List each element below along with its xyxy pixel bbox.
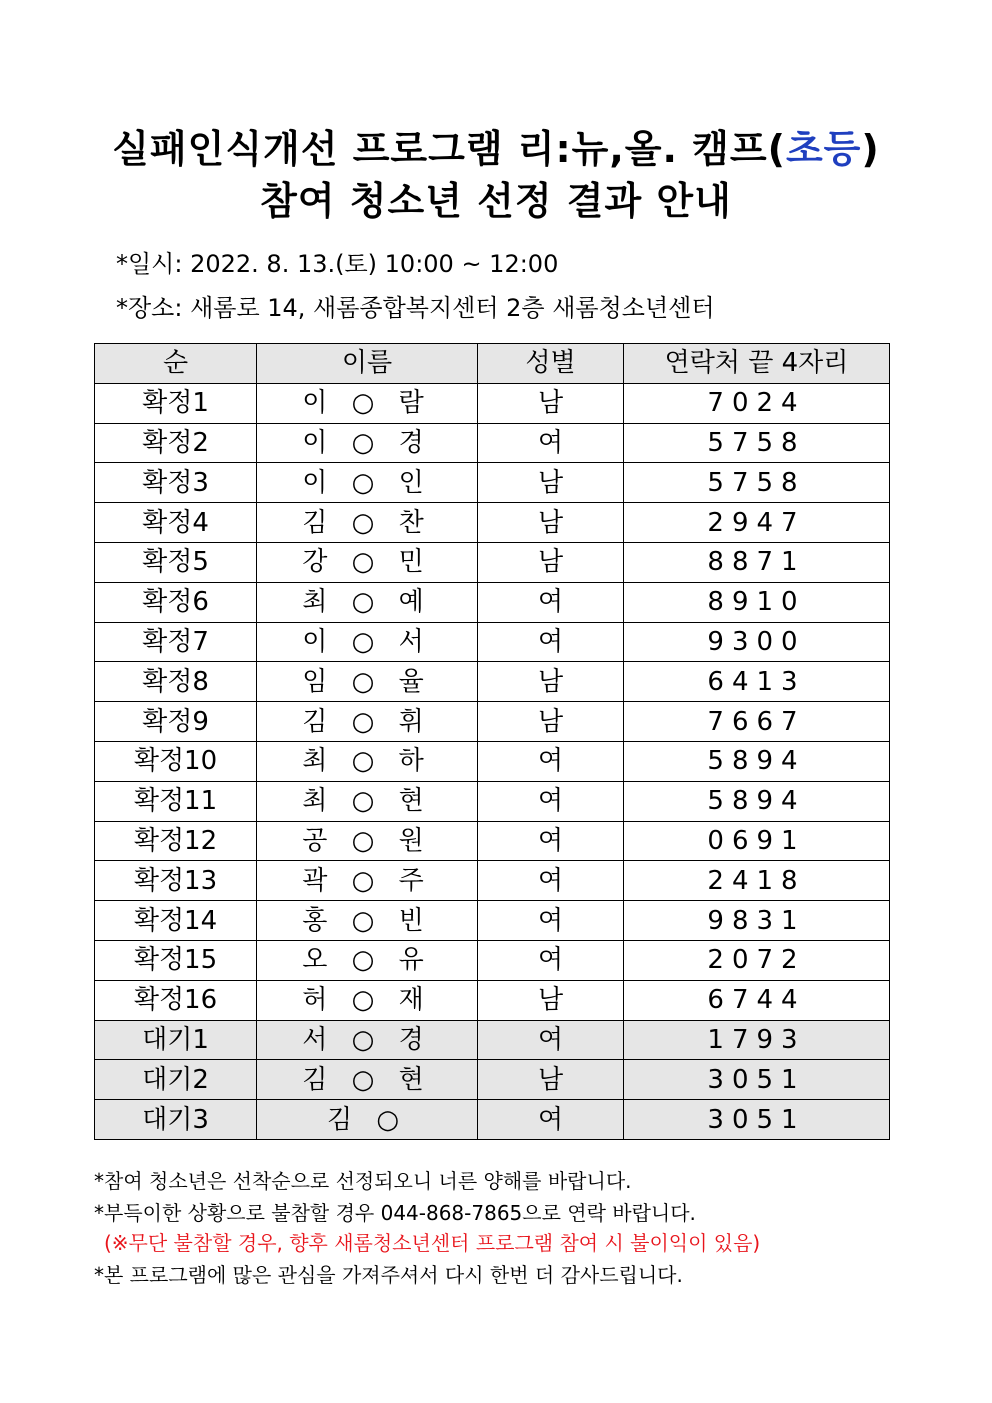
table-row-waiting [95,1100,890,1140]
gender-cell: 여 [478,1100,624,1140]
event-location: *장소: 새롬로 14, 새롬종합복지센터 2층 새롬청소년센터 [116,294,715,322]
table-row [95,901,890,941]
phone-cell: 2072 [624,940,890,980]
name-cell: 곽 ○ 주 [257,861,478,901]
name-cell: 최 ○ 현 [257,781,478,821]
name-cell: 임 ○ 율 [257,662,478,702]
phone-cell: 5758 [624,423,890,463]
phone-cell: 3051 [624,1100,890,1140]
table-row [95,940,890,980]
name-cell: 이 ○ 경 [257,423,478,463]
name-cell: 강 ○ 민 [257,542,478,582]
name-cell: 김 ○ 휘 [257,702,478,742]
name-cell: 이 ○ 람 [257,383,478,423]
name-cell: 최 ○ 하 [257,741,478,781]
order-cell: 확정9 [95,702,257,742]
note-warning: (※무단 불참할 경우, 향후 새롬청소년센터 프로그램 참여 시 불이익이 있음) [104,1231,761,1255]
table-row [95,383,890,423]
note-contact: *부득이한 상황으로 불참할 경우 044-868-7865으로 연락 바랍니다. [94,1201,696,1225]
order-cell: 확정4 [95,503,257,543]
table-row [95,662,890,702]
page-title-line2: 참여 청소년 선정 결과 안내 [260,179,732,223]
order-cell: 확정11 [95,781,257,821]
header-name: 이름 [257,344,478,384]
name-cell: 이 ○ 인 [257,463,478,503]
order-cell: 확정2 [95,423,257,463]
order-cell: 확정1 [95,383,257,423]
phone-cell: 8871 [624,542,890,582]
table-row [95,542,890,582]
gender-cell: 남 [478,542,624,582]
phone-cell: 3051 [624,1060,890,1100]
gender-cell: 남 [478,1060,624,1100]
name-cell: 오 ○ 유 [257,940,478,980]
page-title-line1 [0,118,992,173]
phone-cell: 6413 [624,662,890,702]
table-row [95,781,890,821]
name-cell: 허 ○ 재 [257,980,478,1020]
order-cell: 대기2 [95,1060,257,1100]
name-cell: 김 ○ 현 [257,1060,478,1100]
gender-cell: 여 [478,1020,624,1060]
note-first-come: *참여 청소년은 선착순으로 선정되오니 너른 양해를 바랍니다. [94,1169,632,1193]
name-cell: 홍 ○ 빈 [257,901,478,941]
gender-cell: 남 [478,503,624,543]
gender-cell: 여 [478,821,624,861]
gender-cell: 여 [478,741,624,781]
phone-cell: 7024 [624,383,890,423]
header-gender: 성별 [478,344,624,384]
order-cell: 확정8 [95,662,257,702]
table-row [95,463,890,503]
gender-cell: 여 [478,861,624,901]
gender-cell: 여 [478,622,624,662]
order-cell: 확정16 [95,980,257,1020]
phone-cell: 5894 [624,781,890,821]
gender-cell: 남 [478,980,624,1020]
phone-cell: 6744 [624,980,890,1020]
phone-cell: 9831 [624,901,890,941]
phone-cell: 7667 [624,702,890,742]
title-main-text: 실패인식개선 프로그램 리:뉴,올. 캠프( [112,127,786,171]
name-cell: 김 ○ [257,1100,478,1140]
name-cell: 서 ○ 경 [257,1020,478,1060]
name-cell: 이 ○ 서 [257,622,478,662]
gender-cell: 남 [478,463,624,503]
order-cell: 확정7 [95,622,257,662]
name-cell: 최 ○ 예 [257,582,478,622]
gender-cell: 여 [478,940,624,980]
gender-cell: 여 [478,781,624,821]
order-cell: 대기1 [95,1020,257,1060]
table-header-row [95,344,890,384]
table-row [95,741,890,781]
phone-cell: 1793 [624,1020,890,1060]
order-cell: 확정10 [95,741,257,781]
phone-cell: 5894 [624,741,890,781]
table-row-waiting [95,1020,890,1060]
order-cell: 확정3 [95,463,257,503]
gender-cell: 여 [478,423,624,463]
order-cell: 확정15 [95,940,257,980]
order-cell: 확정6 [95,582,257,622]
order-cell: 확정12 [95,821,257,861]
table-row [95,980,890,1020]
phone-cell: 9300 [624,622,890,662]
table-row-waiting [95,1060,890,1100]
note-thanks: *본 프로그램에 많은 관심을 가져주셔서 다시 한번 더 감사드립니다. [94,1263,683,1287]
name-cell: 공 ○ 원 [257,821,478,861]
table-row [95,861,890,901]
table-row [95,582,890,622]
header-order: 순 [95,344,257,384]
title-accent-text: 초등 [785,127,862,171]
phone-cell: 0691 [624,821,890,861]
table-row [95,503,890,543]
header-phone: 연락처 끝 4자리 [624,344,890,384]
phone-cell: 5758 [624,463,890,503]
phone-cell: 2947 [624,503,890,543]
name-cell: 김 ○ 찬 [257,503,478,543]
order-cell: 확정14 [95,901,257,941]
table-row [95,702,890,742]
order-cell: 확정5 [95,542,257,582]
selection-table [94,343,890,1140]
event-datetime: *일시: 2022. 8. 13.(토) 10:00 ~ 12:00 [116,250,559,278]
phone-cell: 2418 [624,861,890,901]
gender-cell: 여 [478,901,624,941]
table-row [95,423,890,463]
gender-cell: 남 [478,383,624,423]
gender-cell: 남 [478,702,624,742]
gender-cell: 남 [478,662,624,702]
order-cell: 확정13 [95,861,257,901]
phone-cell: 8910 [624,582,890,622]
gender-cell: 여 [478,582,624,622]
title-end-text: ) [861,127,880,171]
table-row [95,622,890,662]
table-row [95,821,890,861]
order-cell: 대기3 [95,1100,257,1140]
